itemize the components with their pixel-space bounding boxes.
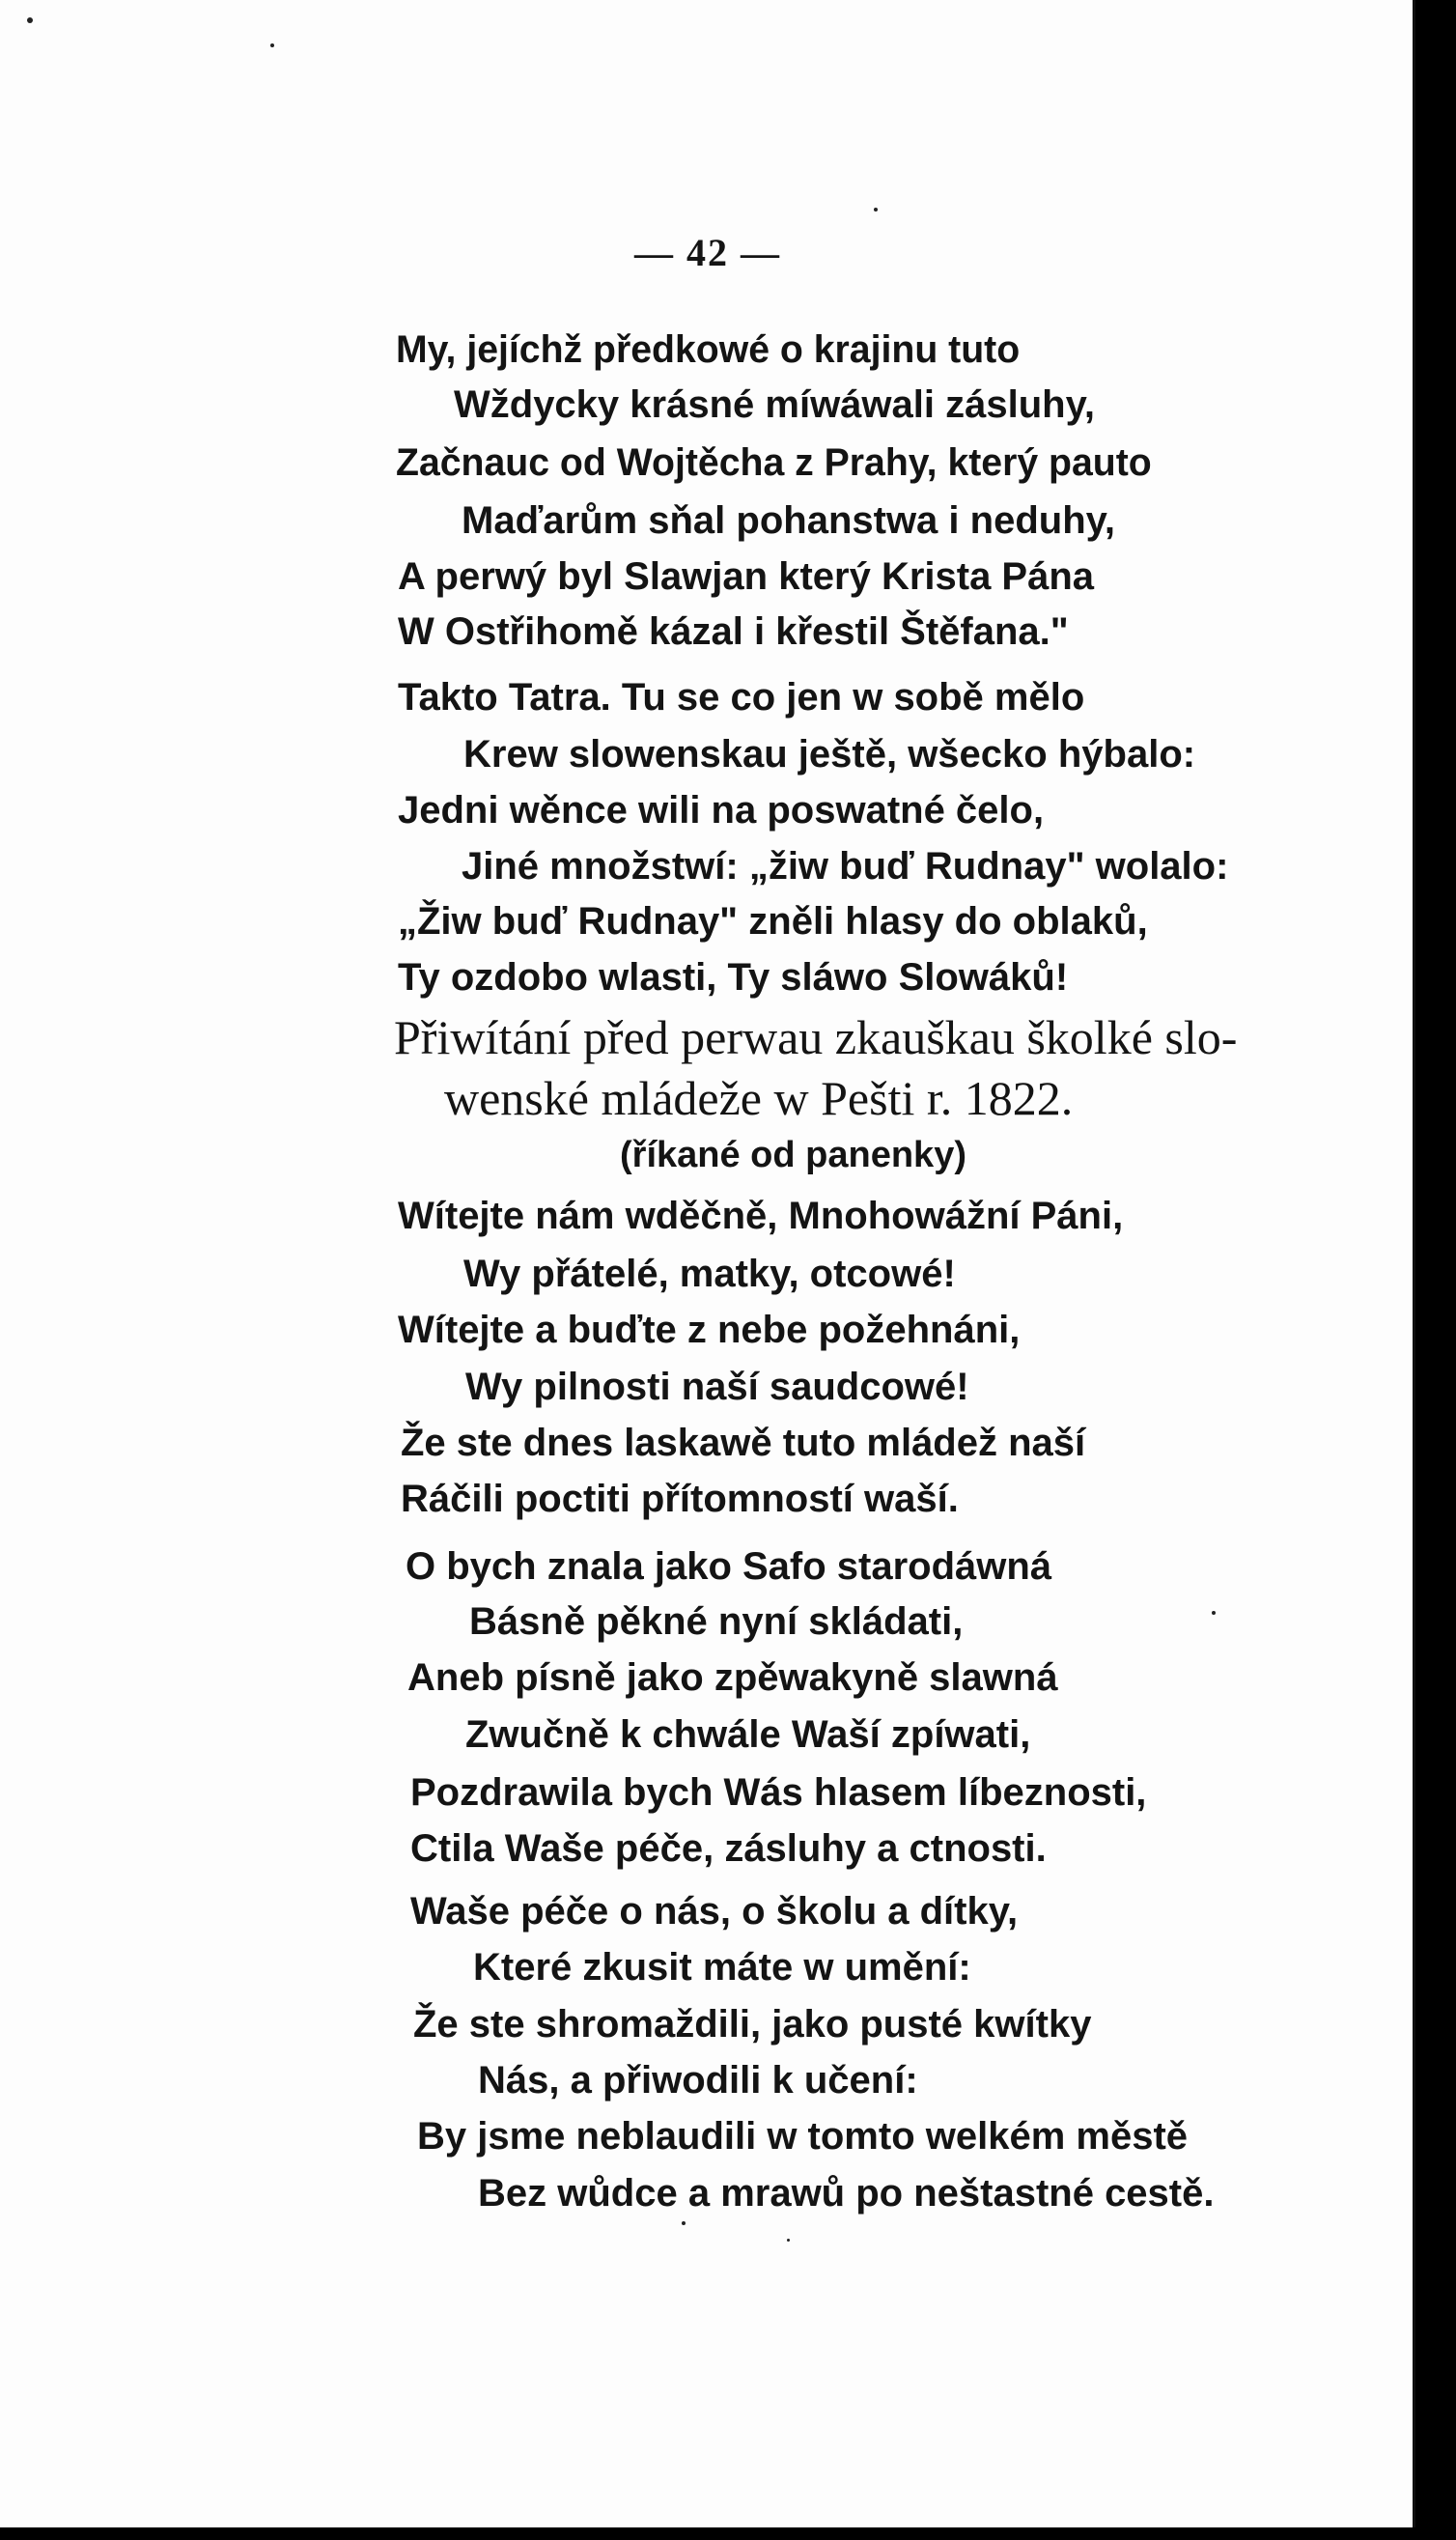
poem-line: Waše péče o nás, o školu a dítky,	[410, 1890, 1019, 1933]
poem-line: Bez wůdce a mrawů po neštastné cestě.	[478, 2172, 1215, 2215]
poem-line: Nás, a přiwodili k učení:	[478, 2059, 918, 2102]
poem-subtitle: (říkané od panenky)	[620, 1135, 966, 1175]
poem-line: Aneb písně jako zpěwakyně slawná	[407, 1656, 1058, 1699]
scan-speck	[1212, 1611, 1216, 1615]
scan-speck	[682, 2221, 686, 2225]
poem-line: Ctila Waše péče, zásluhy a ctnosti.	[410, 1827, 1047, 1870]
poem-line: A perwý byl Slawjan který Krista Pána	[398, 555, 1095, 598]
poem-line: By jsme neblaudili w tomto welkém městě	[417, 2115, 1189, 2158]
poem-line: Začnauc od Wojtěcha z Prahy, který pauto	[396, 441, 1152, 484]
poem-line: Wy pilnosti naší saudcowé!	[465, 1366, 969, 1408]
poem-title-line-2: wenské mládeže w Pešti r. 1822.	[444, 1071, 1074, 1125]
poem-line: Ty ozdobo wlasti, Ty sláwo Slowáků!	[398, 956, 1069, 999]
poem-line: Krew slowenskau ještě, wšecko hýbalo:	[463, 733, 1196, 776]
scan-speck	[270, 43, 274, 47]
poem-line: My, jejíchž předkowé o krajinu tuto	[396, 328, 1021, 371]
poem-line: Wy přátelé, matky, otcowé!	[463, 1253, 956, 1295]
poem-line: Jedni wěnce wili na poswatné čelo,	[398, 789, 1045, 832]
poem-line: Ráčili poctiti přítomností waší.	[401, 1478, 959, 1520]
poem-line: Wždycky krásné míwáwali zásluhy,	[454, 383, 1095, 426]
poem-line: Jiné množstwí: „žiw buď Rudnay" wolalo:	[462, 845, 1229, 888]
scan-speck	[787, 2239, 790, 2242]
poem-line: Wítejte nám wděčně, Mnohowážní Páni,	[398, 1195, 1124, 1237]
poem-line: Zwučně k chwále Waší zpíwati,	[465, 1713, 1031, 1756]
poem-line: W Ostřihomě kázal i křestil Štěfana."	[398, 610, 1069, 653]
poem-line: Že ste dnes laskawě tuto mládež naší	[401, 1422, 1086, 1464]
poem-line: Které zkusit máte w umění:	[473, 1946, 971, 1989]
poem-line: Maďarům sňal pohanstwa i neduhy,	[462, 499, 1116, 542]
poem-line: „Žiw buď Rudnay" zněli hlasy do oblaků,	[398, 900, 1148, 943]
poem-line: Pozdrawila bych Wás hlasem líbeznosti,	[410, 1771, 1147, 1814]
scan-border	[1415, 0, 1456, 2540]
scan-speck	[27, 17, 33, 23]
poem-line: Básně pěkné nyní skládati,	[469, 1600, 964, 1643]
scan-speck	[874, 208, 878, 212]
page-number: — 42 —	[634, 231, 781, 274]
poem-line: O bych znala jako Safo starodáwná	[406, 1545, 1052, 1588]
poem-line: Že ste shromaždili, jako pusté kwítky	[413, 2003, 1092, 2046]
poem-line: Wítejte a buďte z nebe požehnáni,	[398, 1309, 1021, 1351]
poem-line: Takto Tatra. Tu se co jen w sobě mělo	[398, 676, 1085, 719]
poem-title-line-1: Přiwítání před perwau zkauškau školké slo-	[394, 1010, 1238, 1064]
